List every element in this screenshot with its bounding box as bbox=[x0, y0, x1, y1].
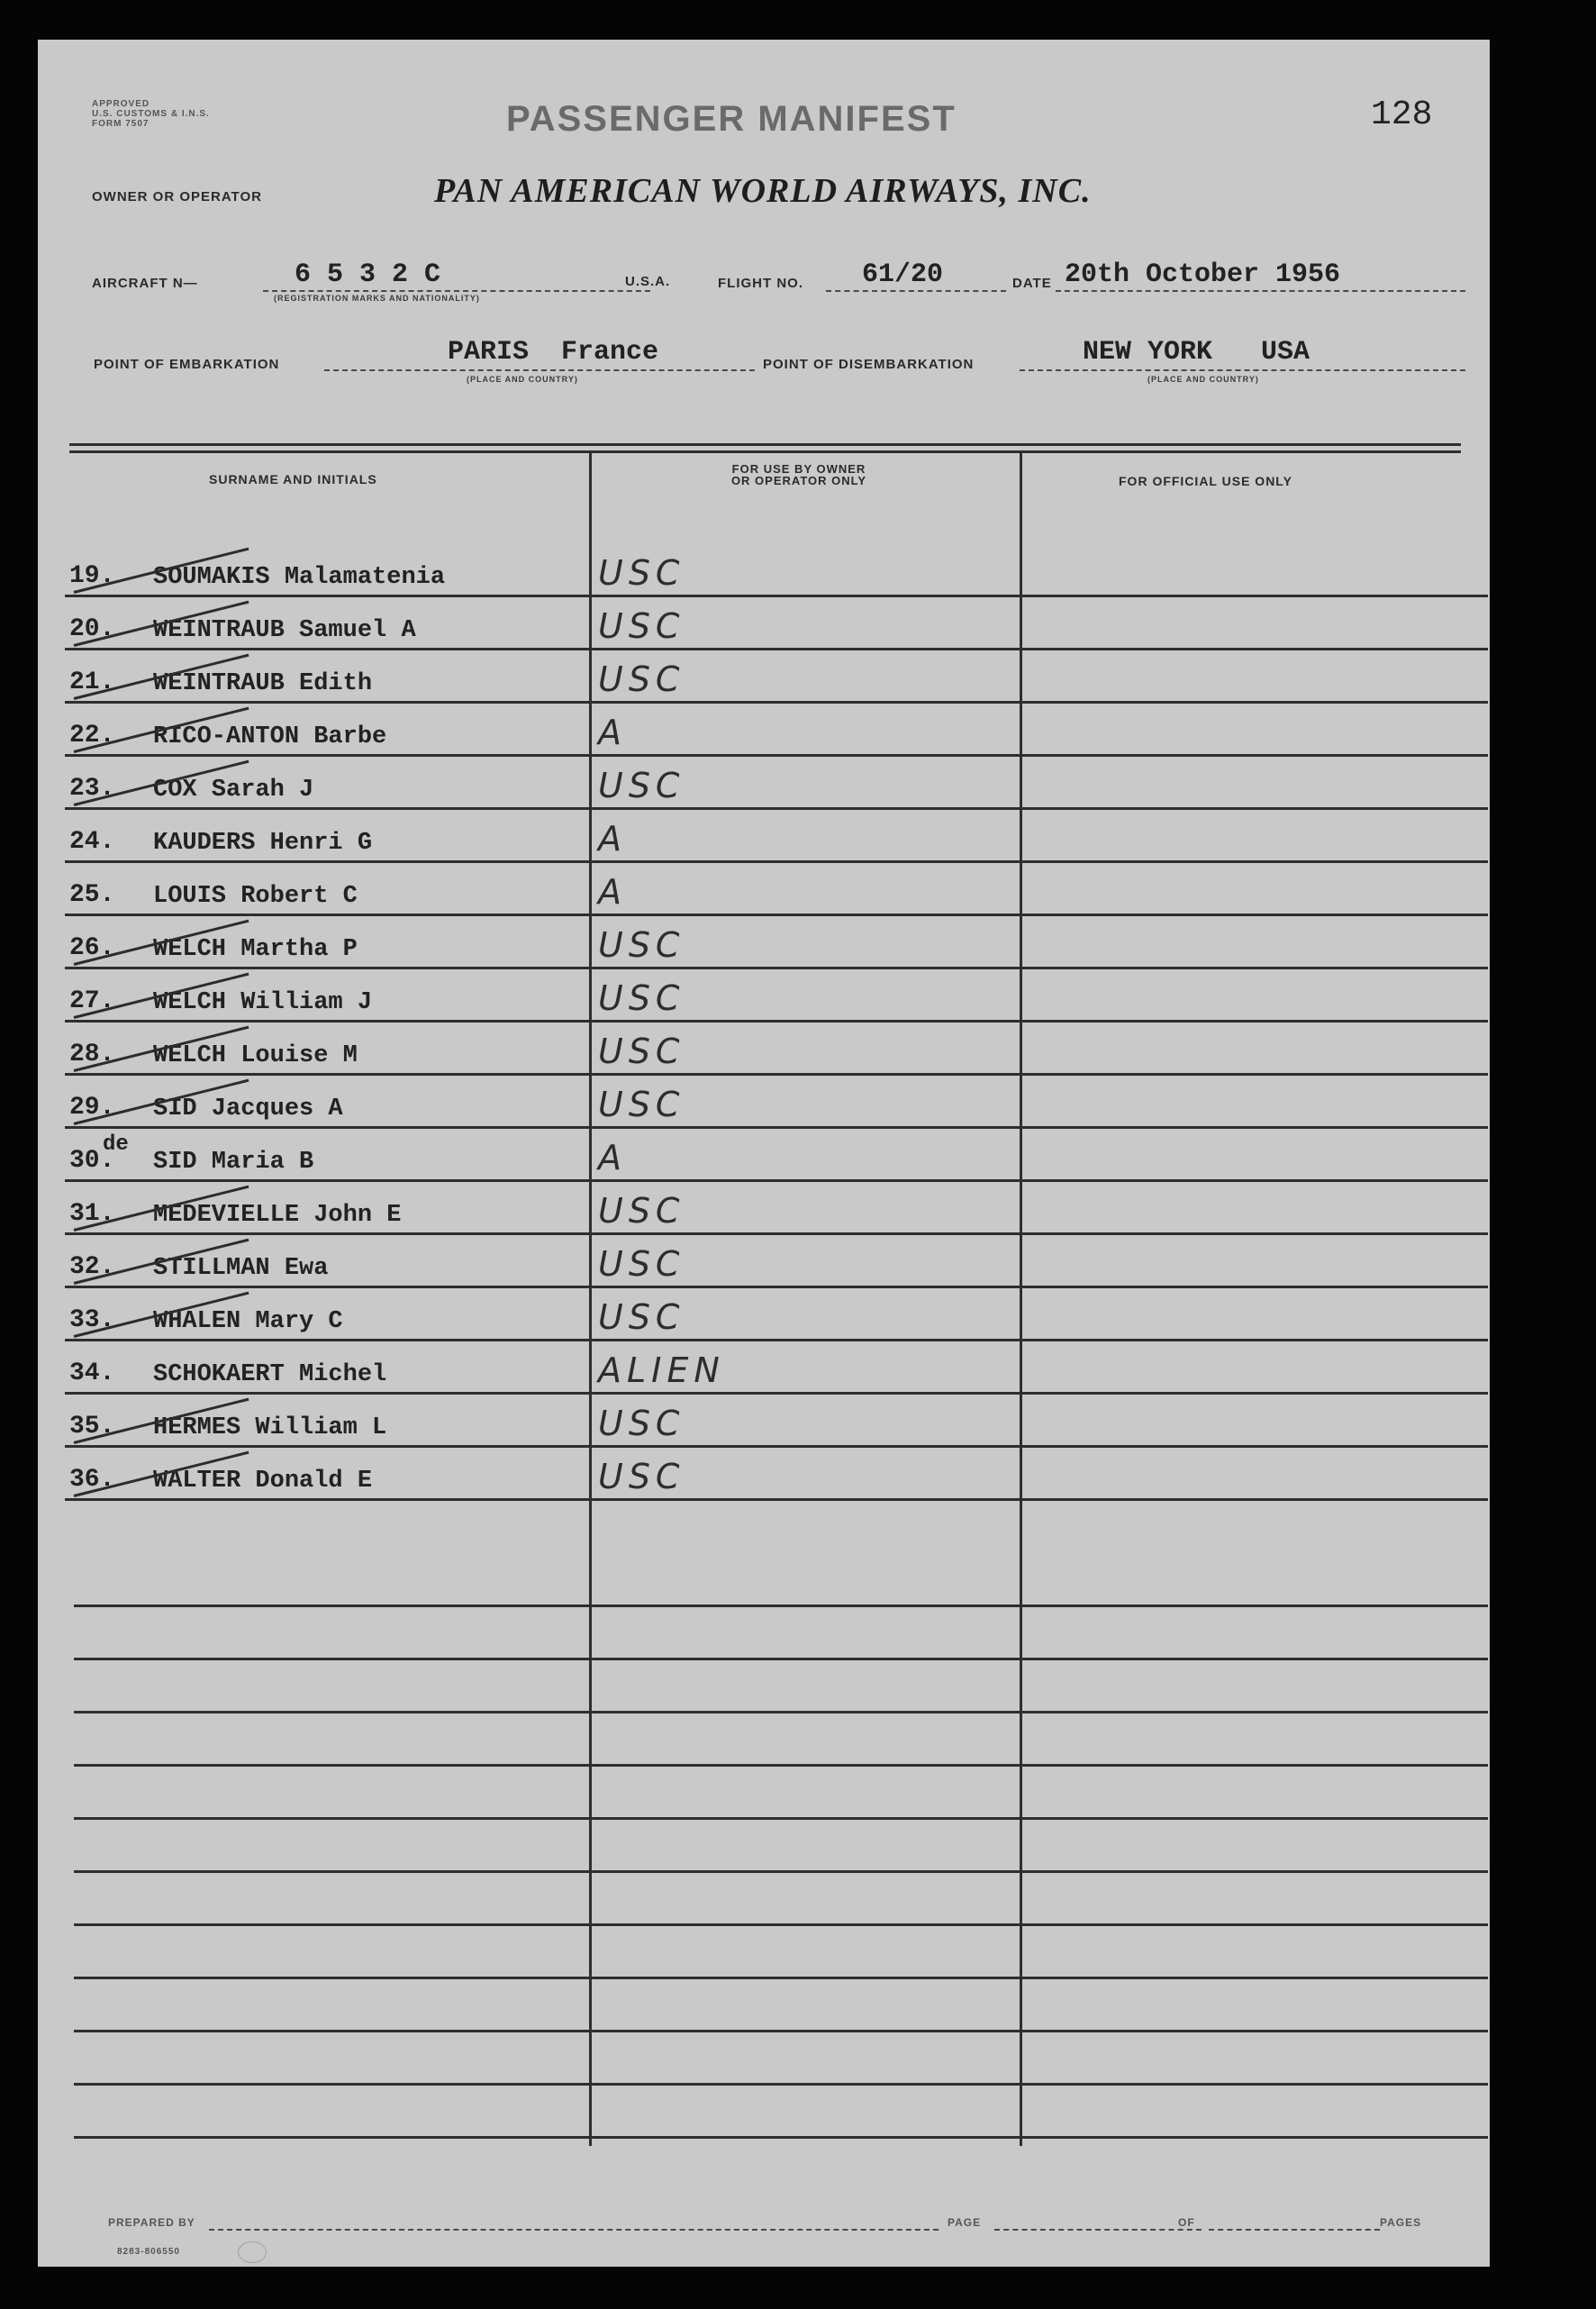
aircraft-caption: (REGISTRATION MARKS AND NATIONALITY) bbox=[274, 294, 480, 303]
row-rule bbox=[65, 914, 1488, 916]
passenger-name: SCHOKAERT Michel bbox=[153, 1361, 387, 1388]
col-operator-line: OR OPERATOR ONLY bbox=[730, 474, 867, 487]
row-number: 30. bbox=[69, 1147, 115, 1175]
row-rule bbox=[65, 1073, 1488, 1076]
operator-mark: A bbox=[598, 1138, 627, 1177]
blank-row-rule bbox=[74, 1923, 1488, 1926]
passenger-name: STILLMAN Ewa bbox=[153, 1255, 329, 1282]
operator-mark: A bbox=[598, 713, 627, 752]
col-operator-header bbox=[695, 463, 902, 486]
blank-row-rule bbox=[74, 2136, 1488, 2139]
row-rule bbox=[65, 1498, 1488, 1501]
row-number: 27. bbox=[69, 987, 115, 1015]
row-rule bbox=[65, 1020, 1488, 1023]
row-rule bbox=[65, 754, 1488, 757]
blank-row-rule bbox=[74, 1977, 1488, 1979]
operator-mark: A bbox=[598, 819, 627, 859]
row-number: 33. bbox=[69, 1306, 115, 1334]
embark-value: PARIS France bbox=[448, 337, 659, 368]
page-line bbox=[994, 2229, 1202, 2231]
embark-label: POINT OF EMBARKATION bbox=[94, 357, 280, 372]
passenger-name: WEINTRAUB Edith bbox=[153, 670, 373, 697]
operator-mark: USC bbox=[598, 1457, 685, 1496]
row-number: 36. bbox=[69, 1466, 115, 1494]
operator-mark: USC bbox=[598, 659, 685, 699]
passenger-name: KAUDERS Henri G bbox=[153, 830, 373, 857]
aircraft-label: AIRCRAFT N— bbox=[92, 276, 198, 291]
row-number: 22. bbox=[69, 722, 115, 750]
header-rule-top bbox=[69, 443, 1461, 446]
blank-row-rule bbox=[74, 1817, 1488, 1820]
row-rule bbox=[65, 1179, 1488, 1182]
row-rule bbox=[65, 1126, 1488, 1129]
passenger-name: WEINTRAUB Samuel A bbox=[153, 617, 416, 644]
disembark-value: NEW YORK USA bbox=[1083, 337, 1310, 368]
page-label: PAGE bbox=[948, 2216, 982, 2229]
nationality: U.S.A. bbox=[625, 274, 671, 289]
aircraft-line bbox=[263, 290, 650, 292]
printed-seal-icon bbox=[238, 2241, 267, 2263]
operator-mark: USC bbox=[598, 1032, 685, 1071]
passenger-name: WELCH William J bbox=[153, 989, 373, 1016]
row-number: 34. bbox=[69, 1359, 115, 1387]
date-line bbox=[1056, 290, 1465, 292]
approval-line: APPROVED bbox=[92, 99, 150, 109]
embark-caption: (PLACE AND COUNTRY) bbox=[467, 375, 578, 384]
column-divider-1 bbox=[589, 452, 592, 2146]
prepared-by-line bbox=[209, 2229, 939, 2231]
operator-mark: USC bbox=[598, 553, 685, 593]
passenger-name: WELCH Louise M bbox=[153, 1042, 358, 1069]
form-code: 8283-806550 bbox=[117, 2247, 180, 2257]
blank-row-rule bbox=[74, 1711, 1488, 1714]
col-surname-header: SURNAME AND INITIALS bbox=[209, 472, 377, 486]
blank-row-rule bbox=[74, 1604, 1488, 1607]
operator-mark: USC bbox=[598, 1191, 685, 1231]
operator-mark: USC bbox=[598, 1085, 685, 1124]
disembark-caption: (PLACE AND COUNTRY) bbox=[1147, 375, 1259, 384]
row-number: 24. bbox=[69, 828, 115, 856]
disembark-label: POINT OF DISEMBARKATION bbox=[763, 357, 975, 372]
embark-line bbox=[324, 369, 755, 371]
row-rule bbox=[65, 1392, 1488, 1395]
col-official-header: FOR OFFICIAL USE ONLY bbox=[1119, 474, 1292, 488]
passenger-name: SID Maria B bbox=[153, 1149, 314, 1176]
approval-note bbox=[92, 99, 210, 129]
disembark-line bbox=[1020, 369, 1465, 371]
passenger-name: WALTER Donald E bbox=[153, 1468, 373, 1495]
operator-mark: USC bbox=[598, 1404, 685, 1443]
row-rule bbox=[65, 1339, 1488, 1341]
page-number: 128 bbox=[1371, 95, 1433, 134]
row-number: 31. bbox=[69, 1200, 115, 1228]
operator-mark: USC bbox=[598, 766, 685, 805]
handwritten-note: de bbox=[103, 1132, 129, 1157]
of-line bbox=[1209, 2229, 1380, 2231]
date-value: 20th October 1956 bbox=[1065, 259, 1341, 290]
row-number: 23. bbox=[69, 775, 115, 803]
prepared-by-label: PREPARED BY bbox=[108, 2216, 195, 2229]
row-number: 21. bbox=[69, 668, 115, 696]
row-number: 29. bbox=[69, 1094, 115, 1122]
date-label: DATE bbox=[1012, 276, 1052, 291]
blank-row-rule bbox=[74, 2030, 1488, 2032]
blank-row-rule bbox=[74, 1870, 1488, 1873]
row-rule bbox=[65, 595, 1488, 597]
col-operator-line: FOR USE BY OWNER bbox=[731, 462, 866, 476]
operator-mark: USC bbox=[598, 1297, 685, 1337]
approval-line: U.S. CUSTOMS & I.N.S. bbox=[92, 109, 210, 119]
passenger-name: HERMES William L bbox=[153, 1414, 387, 1441]
row-number: 35. bbox=[69, 1413, 115, 1441]
pages-label: PAGES bbox=[1380, 2216, 1422, 2229]
passenger-name: WELCH Martha P bbox=[153, 936, 358, 963]
operator-mark: ALIEN bbox=[598, 1350, 725, 1390]
row-number: 19. bbox=[69, 562, 115, 590]
row-number: 20. bbox=[69, 615, 115, 643]
row-rule bbox=[65, 1232, 1488, 1235]
passenger-name: MEDEVIELLE John E bbox=[153, 1202, 402, 1229]
passenger-name: SOUMAKIS Malamatenia bbox=[153, 564, 446, 591]
row-rule bbox=[65, 860, 1488, 863]
operator-mark: USC bbox=[598, 978, 685, 1018]
passenger-name: WHALEN Mary C bbox=[153, 1308, 343, 1335]
row-number: 28. bbox=[69, 1041, 115, 1068]
passenger-name: SID Jacques A bbox=[153, 1095, 343, 1123]
operator-mark: USC bbox=[598, 1244, 685, 1284]
of-label: OF bbox=[1178, 2216, 1195, 2229]
row-number: 26. bbox=[69, 934, 115, 962]
blank-row-rule bbox=[74, 2083, 1488, 2086]
row-rule bbox=[65, 967, 1488, 969]
blank-row-rule bbox=[74, 1764, 1488, 1767]
row-number: 32. bbox=[69, 1253, 115, 1281]
blank-row-rule bbox=[74, 1658, 1488, 1660]
row-rule bbox=[65, 807, 1488, 810]
manifest-page bbox=[38, 40, 1490, 2267]
form-title: PASSENGER MANIFEST bbox=[506, 99, 957, 139]
operator-mark: A bbox=[598, 872, 627, 912]
header-rule-bottom bbox=[69, 450, 1461, 453]
row-rule bbox=[65, 1286, 1488, 1288]
column-divider-2 bbox=[1020, 452, 1022, 2146]
approval-line: FORM 7507 bbox=[92, 119, 150, 129]
owner-label: OWNER OR OPERATOR bbox=[92, 189, 262, 205]
flight-label: FLIGHT NO. bbox=[718, 276, 803, 291]
row-rule bbox=[65, 648, 1488, 650]
flight-line bbox=[826, 290, 1006, 292]
passenger-name: RICO-ANTON Barbe bbox=[153, 723, 387, 750]
operator-mark: USC bbox=[598, 606, 685, 646]
row-number: 25. bbox=[69, 881, 115, 909]
row-rule bbox=[65, 1445, 1488, 1448]
row-rule bbox=[65, 701, 1488, 704]
passenger-name: COX Sarah J bbox=[153, 777, 314, 804]
aircraft-value: 6 5 3 2 C bbox=[295, 259, 441, 290]
flight-value: 61/20 bbox=[862, 259, 944, 290]
operator-mark: USC bbox=[598, 925, 685, 965]
passenger-name: LOUIS Robert C bbox=[153, 883, 358, 910]
owner-value: PAN AMERICAN WORLD AIRWAYS, INC. bbox=[434, 172, 1092, 210]
